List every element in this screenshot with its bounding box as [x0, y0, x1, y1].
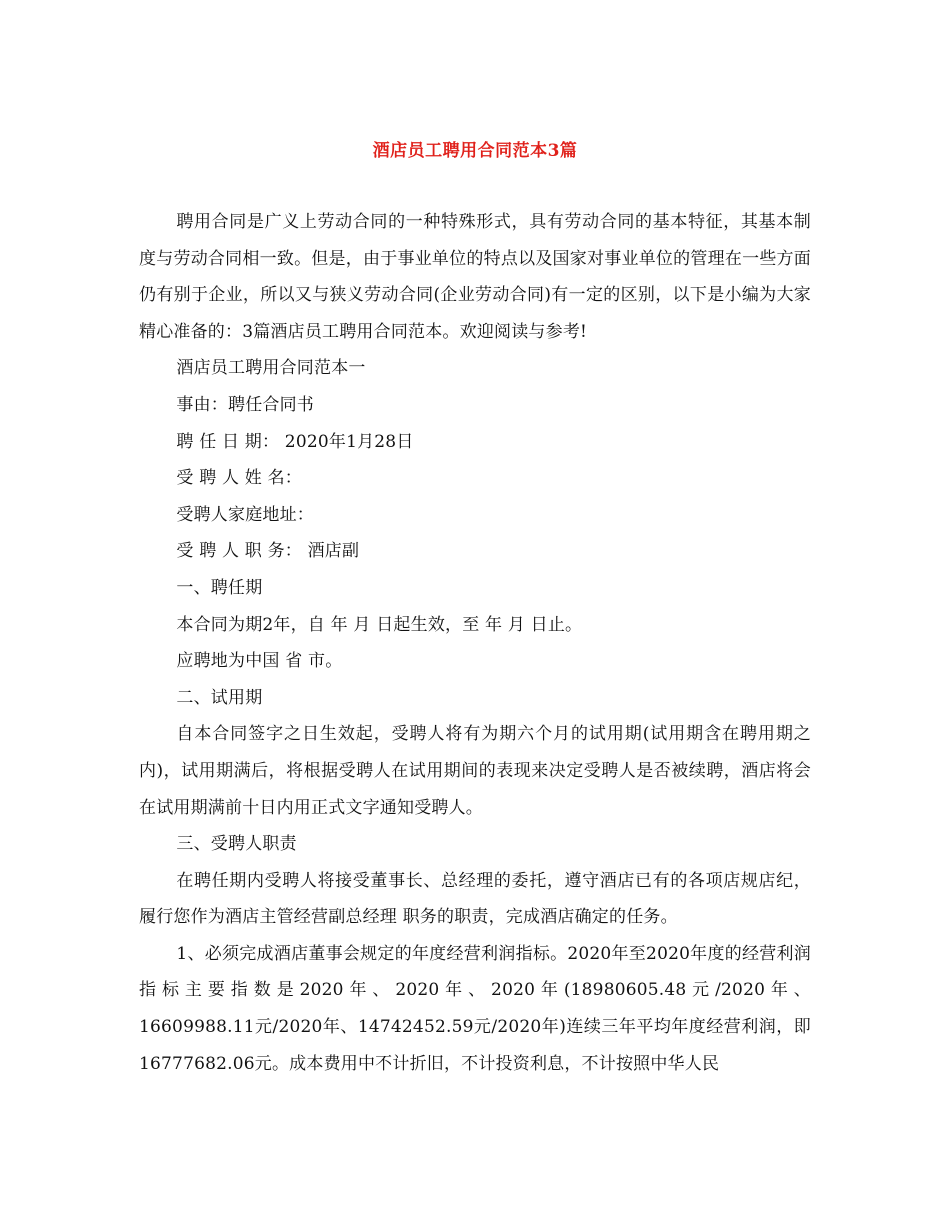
duties-paragraph: 在聘任期内受聘人将接受董事长、总经理的委托，遵守酒店已有的各项店规店纪，履行您作为酒店主管经营副总经理 职务的职责，完成酒店确定的任务。	[139, 870, 811, 928]
field-employee-address: 受聘人家庭地址：	[176, 504, 314, 525]
section-heading-duties: 三、受聘人职责	[176, 834, 297, 855]
section-heading-term: 一、聘任期	[176, 577, 263, 598]
term-paragraph: 本合同为期2年，自 年 月 日起生效，至 年 月 日止。	[176, 614, 583, 635]
location-paragraph: 应聘地为中国 省 市。	[176, 651, 343, 672]
section-heading-probation: 二、试用期	[176, 687, 263, 708]
field-employee-position: 受 聘 人 职 务： 酒店副	[176, 541, 360, 562]
field-subject: 事由：聘任合同书	[176, 394, 314, 415]
probation-paragraph: 自本合同签字之日生效起，受聘人将有为期六个月的试用期(试用期含在聘用期之内)，试用期满后，将根据受聘人在试用期间的表现来决定受聘人是否被续聘，酒店将会在试用期满前十日内用正式文字通知受聘人。	[139, 724, 811, 818]
field-employee-name: 受 聘 人 姓 名：	[176, 468, 303, 489]
document-body	[139, 204, 811, 1082]
duty-item-1: 1、必须完成酒店董事会规定的年度经营利润指标。2020年至2020年度的经营利润指标主要指数是2020年、2020年、2020年(18980605.48元/2020年、16609988.11元/2020年、14742452.59元/2020年)连续三年平均年度经营利润，即16777682.06元。成本费用中不计折旧，不计投资利息，不计按照中华人民	[139, 943, 811, 1074]
document-title: 酒店员工聘用合同范本3篇	[372, 141, 578, 161]
intro-paragraph: 聘用合同是广义上劳动合同的一种特殊形式，具有劳动合同的基本特征，其基本制度与劳动合同相一致。但是，由于事业单位的特点以及国家对事业单位的管理在一些方面仍有别于企业，所以又与狭义劳动合同(企业劳动合同)有一定的区别，以下是小编为大家精心准备的：3篇酒店员工聘用合同范本。欢迎阅读与参考!	[139, 212, 811, 342]
field-appointment-date: 聘 任 日 期： 2020年1月28日	[176, 431, 414, 452]
section-heading-contract-one: 酒店员工聘用合同范本一	[176, 358, 366, 379]
